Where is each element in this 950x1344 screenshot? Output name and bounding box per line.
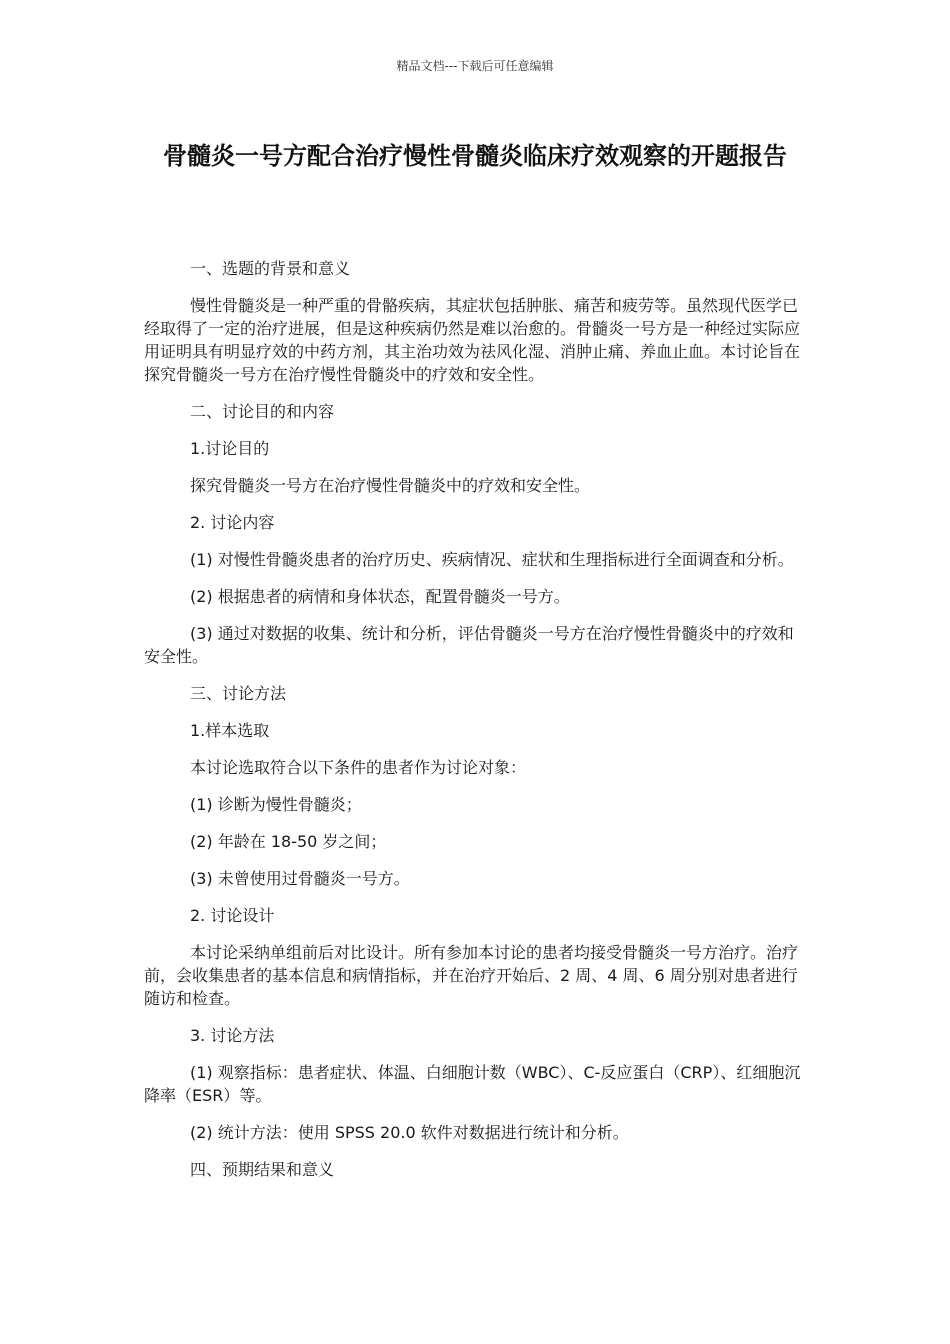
list-item-criteria-2: (2) 年龄在 18-50 岁之间； [190, 832, 387, 851]
subheading-content: 2. 讨论内容 [190, 513, 275, 532]
paragraph-background: 慢性骨髓炎是一种严重的骨骼疾病，其症状包括肿胀、痛苦和疲劳等。虽然现代医学已经取得了一定的治疗进展，但是这种疾病仍然是难以治愈的。骨髓炎一号方是一种经过实际应用证明具有明显疗效的中药方剂，其主治功效为祛风化湿、消肿止痛、养血止血。本讨论旨在探究骨髓炎一号方在治疗慢性骨髓炎中的疗效和安全性。 [144, 296, 801, 384]
section-heading-methods: 三、讨论方法 [190, 684, 287, 703]
section-heading-purpose: 二、讨论目的和内容 [190, 402, 335, 421]
subheading-sampling: 1.样本选取 [190, 721, 270, 740]
document-body [144, 257, 806, 1195]
list-item-content-3: (3) 通过对数据的收集、统计和分析，评估骨髓炎一号方在治疗慢性骨髓炎中的疗效和安全性。 [144, 624, 794, 666]
paragraph-sampling: 本讨论选取符合以下条件的患者作为讨论对象： [190, 758, 527, 777]
section-heading-results: 四、预期结果和意义 [190, 1160, 335, 1179]
list-item-criteria-1: (1) 诊断为慢性骨髓炎； [190, 795, 362, 814]
paragraph-design: 本讨论采纳单组前后对比设计。所有参加本讨论的患者均接受骨髓炎一号方治疗。治疗前，会收集患者的基本信息和病情指标，并在治疗开始后、2 周、4 周、6 周分别对患者进行随访和检查。 [144, 943, 799, 1008]
subheading-purpose: 1.讨论目的 [190, 439, 270, 458]
list-item-content-2: (2) 根据患者的病情和身体状态，配置骨髓炎一号方。 [190, 587, 570, 606]
section-heading-background: 一、选题的背景和意义 [190, 259, 351, 278]
list-item-method-2: (2) 统计方法：使用 SPSS 20.0 软件对数据进行统计和分析。 [190, 1123, 629, 1142]
list-item-method-1: (1) 观察指标：患者症状、体温、白细胞计数（WBC）、C-反应蛋白（CRP）、红细胞沉降率（ESR）等。 [144, 1063, 801, 1105]
paragraph-purpose: 探究骨髓炎一号方在治疗慢性骨髓炎中的疗效和安全性。 [190, 476, 591, 495]
subheading-design: 2. 讨论设计 [190, 906, 275, 925]
list-item-content-1: (1) 对慢性骨髓炎患者的治疗历史、疾病情况、症状和生理指标进行全面调查和分析。 [190, 550, 794, 569]
subheading-method-detail: 3. 讨论方法 [190, 1026, 275, 1045]
list-item-criteria-3: (3) 未曾使用过骨髓炎一号方。 [190, 869, 410, 888]
header-note: 精品文档---下载后可任意编辑 [396, 59, 554, 73]
document-title: 骨髓炎一号方配合治疗慢性骨髓炎临床疗效观察的开题报告 [163, 142, 787, 170]
